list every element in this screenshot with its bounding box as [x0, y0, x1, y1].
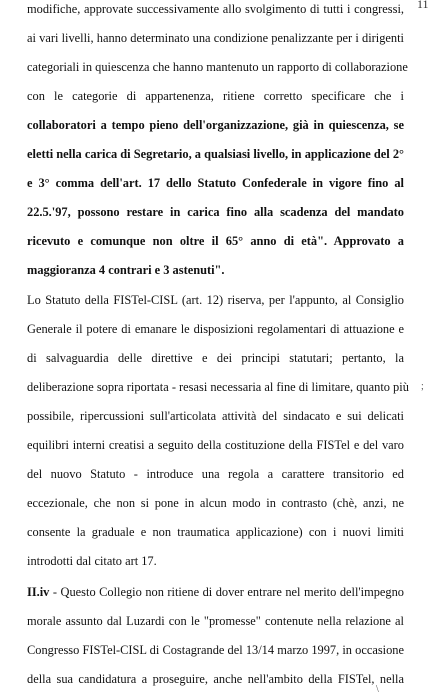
text-line: [27, 672, 404, 687]
margin-mark: \: [376, 684, 379, 695]
text-line: [27, 409, 404, 424]
text-line: [27, 525, 404, 540]
text-line: [27, 438, 404, 453]
text-run: Generale il potere di emanare le disposizioni regolamentari di attuazione e: [27, 322, 404, 336]
text-run: categoriali in quiescenza che hanno mantenuto un rapporto di collaborazione: [27, 60, 408, 74]
text-run: morale assunto dal Luzardi con le "promesse" contenute nella relazione al: [27, 614, 404, 628]
text-run: eletti nella carica di Segretario, a qualsiasi livello, in applicazione del 2°: [27, 147, 404, 161]
text-line: [27, 205, 404, 220]
text-line: [27, 234, 404, 249]
text-line: [27, 263, 225, 278]
text-line: [27, 380, 409, 395]
text-line: [27, 2, 404, 17]
text-run: maggioranza 4 contrari e 3 astenuti".: [27, 263, 225, 277]
text-line: [27, 351, 404, 366]
text-run: introdotti dal citato art 17.: [27, 554, 157, 568]
text-run: possibile, ripercussioni sull'articolata attività del sindacato e sui delicati: [27, 409, 404, 423]
text-line: [27, 118, 404, 133]
text-line: [27, 147, 404, 162]
text-line: [27, 467, 404, 482]
text-run: ricevuto e comunque non oltre il 65° anno di età". Approvato a: [27, 234, 404, 248]
text-line: [27, 293, 404, 308]
text-line: [27, 496, 404, 511]
text-line: [27, 585, 404, 600]
margin-mark: ;: [421, 381, 424, 392]
text-run: modifiche, approvate successivamente allo svolgimento di tutti i congressi,: [27, 2, 404, 16]
text-line: [27, 643, 404, 658]
text-run: II.iv: [27, 585, 50, 599]
text-run: - Questo Collegio non ritiene di dover entrare nel merito dell'impegno: [49, 585, 404, 599]
text-run: deliberazione sopra riportata - resasi necessaria al fine di limitare, quanto più: [27, 380, 409, 394]
text-run: della sua candidatura a proseguire, anche nell'ambito della FISTel, nella: [27, 672, 404, 686]
text-run: Congresso FISTel-CISL di Costagrande del 13/14 marzo 1997, in occasione: [27, 643, 404, 657]
text-run: e 3° comma dell'art. 17 dello Statuto Confederale in vigore fino al: [27, 176, 404, 190]
text-run: ai vari livelli, hanno determinato una condizione penalizzante per i dirigenti: [27, 31, 404, 45]
text-run: collaboratori a tempo pieno dell'organizzazione, già in quiescenza, se: [27, 118, 404, 132]
text-run: con le categorie di appartenenza, ritiene corretto specificare che i: [27, 89, 404, 103]
text-run: consente la graduale e non traumatica applicazione) con i nuovi limiti: [27, 525, 404, 539]
page-number: 11: [417, 0, 429, 11]
text-line: [27, 322, 404, 337]
text-run: di salvaguardia delle direttive e dei principi statutari; pertanto, la: [27, 351, 404, 365]
text-run: Lo Statuto della FISTel-CISL (art. 12) riserva, per l'appunto, al Consiglio: [27, 293, 404, 307]
text-run: 22.5.'97, possono restare in carica fino alla scadenza del mandato: [27, 205, 404, 219]
text-line: [27, 614, 404, 629]
text-line: [27, 176, 404, 191]
text-line: [27, 31, 404, 46]
text-run: del nuovo Statuto - introduce una regola a carattere transitorio ed: [27, 467, 404, 481]
text-run: equilibri interni creatisi a seguito della costituzione della FISTel e del varo: [27, 438, 404, 452]
text-line: [27, 60, 408, 75]
text-run: eccezionale, che non si pone in alcun modo in contrasto (chè, anzi, ne: [27, 496, 404, 510]
text-line: [27, 89, 404, 104]
text-line: [27, 554, 157, 569]
